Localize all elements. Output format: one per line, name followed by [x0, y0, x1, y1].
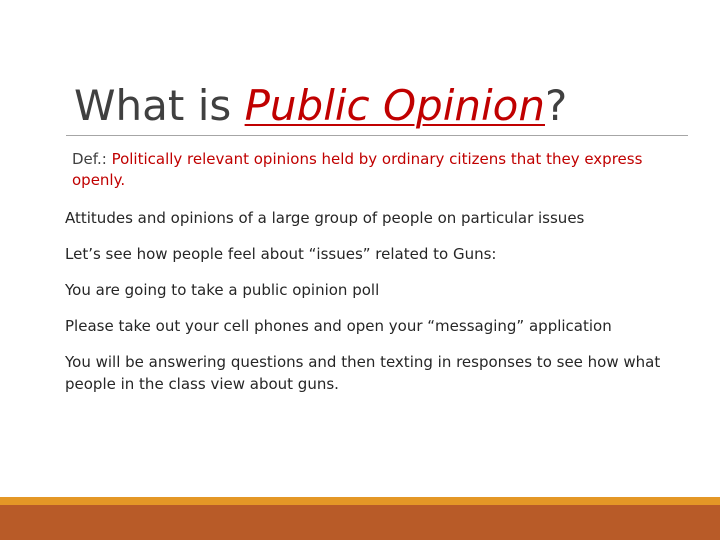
slide-title: [74, 80, 567, 132]
footer-accent-bar: [0, 497, 720, 505]
bullet-item: You are going to take a public opinion poll: [65, 281, 380, 299]
bullet-item: Attitudes and opinions of a large group of people on particular issues: [65, 209, 585, 227]
bullet-item: You will be answering questions and then texting in responses to see how what people in the class view about guns.: [65, 353, 661, 393]
definition-text: Politically relevant opinions held by ordinary citizens that they express openly.: [72, 150, 643, 189]
definition-label: Def.:: [72, 150, 112, 168]
title-prefix: What is: [74, 81, 245, 130]
title-emphasis: Public Opinion: [244, 81, 545, 130]
bullet-item: Please take out your cell phones and open your “messaging” application: [65, 317, 612, 335]
title-divider: [66, 135, 688, 136]
bullet-list: [65, 207, 685, 409]
title-suffix: ?: [545, 81, 568, 130]
definition: [72, 149, 662, 191]
footer-bar: [0, 505, 720, 540]
bullet-item: Let’s see how people feel about “issues” related to Guns:: [65, 245, 497, 263]
